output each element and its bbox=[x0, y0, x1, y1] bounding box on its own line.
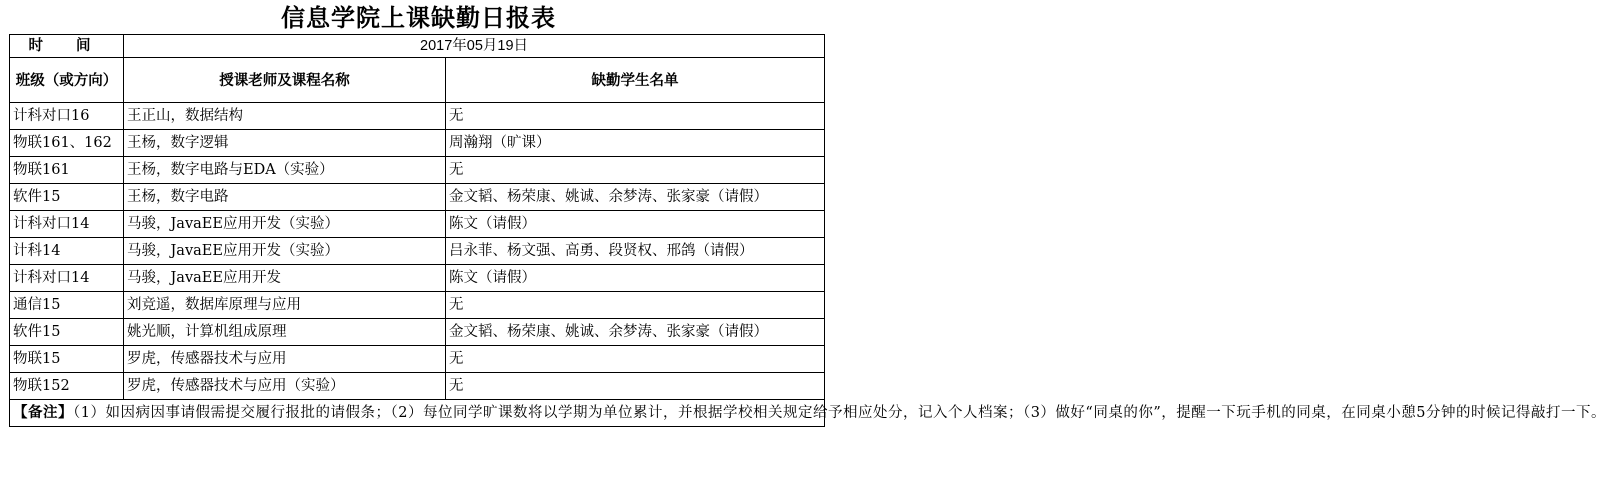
table-row bbox=[10, 211, 825, 238]
table-row bbox=[10, 238, 825, 265]
column-header-row bbox=[10, 58, 825, 103]
teacher-course-cell: 王杨，数字电路与EDA（实验） bbox=[124, 157, 446, 184]
class-cell: 通信15 bbox=[10, 292, 124, 319]
teacher-course-column-header: 授课老师及课程名称 bbox=[124, 58, 446, 103]
report-title: 信息学院上课缺勤日报表 bbox=[281, 3, 556, 32]
class-cell: 计科对口14 bbox=[10, 211, 124, 238]
absent-students-cell: 无 bbox=[446, 103, 825, 130]
table-row bbox=[10, 373, 825, 400]
table-row bbox=[10, 130, 825, 157]
absent-column-header: 缺勤学生名单 bbox=[446, 58, 825, 103]
absent-students-cell: 周瀚翔（旷课） bbox=[446, 130, 825, 157]
absent-students-cell: 陈文（请假） bbox=[446, 211, 825, 238]
absent-students-cell: 无 bbox=[446, 292, 825, 319]
remarks-cell bbox=[10, 400, 1606, 427]
remarks-text: （1）如因病因事请假需提交履行报批的请假条；（2）每位同学旷课数将以学期为单位累计，并根据学校相关规定给予相应处分，记入个人档案；（3）做好“同桌的你”，提醒一下玩手机的同桌，在同桌小憩5分钟的时候记得敲打一下。 bbox=[73, 405, 1606, 421]
table-row bbox=[10, 346, 825, 373]
teacher-course-cell: 马骏，JavaEE应用开发 bbox=[124, 265, 446, 292]
table-row bbox=[10, 265, 825, 292]
report-date: 2017年05月19日 bbox=[124, 35, 825, 58]
teacher-course-cell: 王杨，数字逻辑 bbox=[124, 130, 446, 157]
attendance-table bbox=[9, 34, 1606, 427]
teacher-course-cell: 姚光顺，计算机组成原理 bbox=[124, 319, 446, 346]
date-row bbox=[10, 35, 825, 58]
class-cell: 软件15 bbox=[10, 319, 124, 346]
absent-students-cell: 无 bbox=[446, 373, 825, 400]
class-cell: 物联161 bbox=[10, 157, 124, 184]
note-row bbox=[10, 400, 825, 427]
teacher-course-cell: 马骏，JavaEE应用开发（实验） bbox=[124, 238, 446, 265]
class-cell: 物联161、162 bbox=[10, 130, 124, 157]
teacher-course-cell: 王正山，数据结构 bbox=[124, 103, 446, 130]
absent-students-cell: 金文韬、杨荣康、姚诚、余梦涛、张家豪（请假） bbox=[446, 184, 825, 211]
teacher-course-cell: 罗虎，传感器技术与应用（实验） bbox=[124, 373, 446, 400]
absent-students-cell: 陈文（请假） bbox=[446, 265, 825, 292]
teacher-course-cell: 刘竞遥，数据库原理与应用 bbox=[124, 292, 446, 319]
table-row bbox=[10, 103, 825, 130]
class-column-header: 班级（或方向） bbox=[10, 58, 124, 103]
remarks-label: 【备注】 bbox=[13, 404, 73, 421]
absent-students-cell: 金文韬、杨荣康、姚诚、余梦涛、张家豪（请假） bbox=[446, 319, 825, 346]
class-cell: 计科对口16 bbox=[10, 103, 124, 130]
table-row bbox=[10, 157, 825, 184]
class-cell: 物联152 bbox=[10, 373, 124, 400]
table-row bbox=[10, 292, 825, 319]
table-row bbox=[10, 319, 825, 346]
class-cell: 物联15 bbox=[10, 346, 124, 373]
class-cell: 软件15 bbox=[10, 184, 124, 211]
time-label: 时 间 bbox=[10, 35, 124, 58]
teacher-course-cell: 罗虎，传感器技术与应用 bbox=[124, 346, 446, 373]
absent-students-cell: 吕永菲、杨文强、高勇、段贤权、邢鸽（请假） bbox=[446, 238, 825, 265]
class-cell: 计科14 bbox=[10, 238, 124, 265]
class-cell: 计科对口14 bbox=[10, 265, 124, 292]
teacher-course-cell: 马骏，JavaEE应用开发（实验） bbox=[124, 211, 446, 238]
table-row bbox=[10, 184, 825, 211]
absent-students-cell: 无 bbox=[446, 346, 825, 373]
teacher-course-cell: 王杨，数字电路 bbox=[124, 184, 446, 211]
absent-students-cell: 无 bbox=[446, 157, 825, 184]
